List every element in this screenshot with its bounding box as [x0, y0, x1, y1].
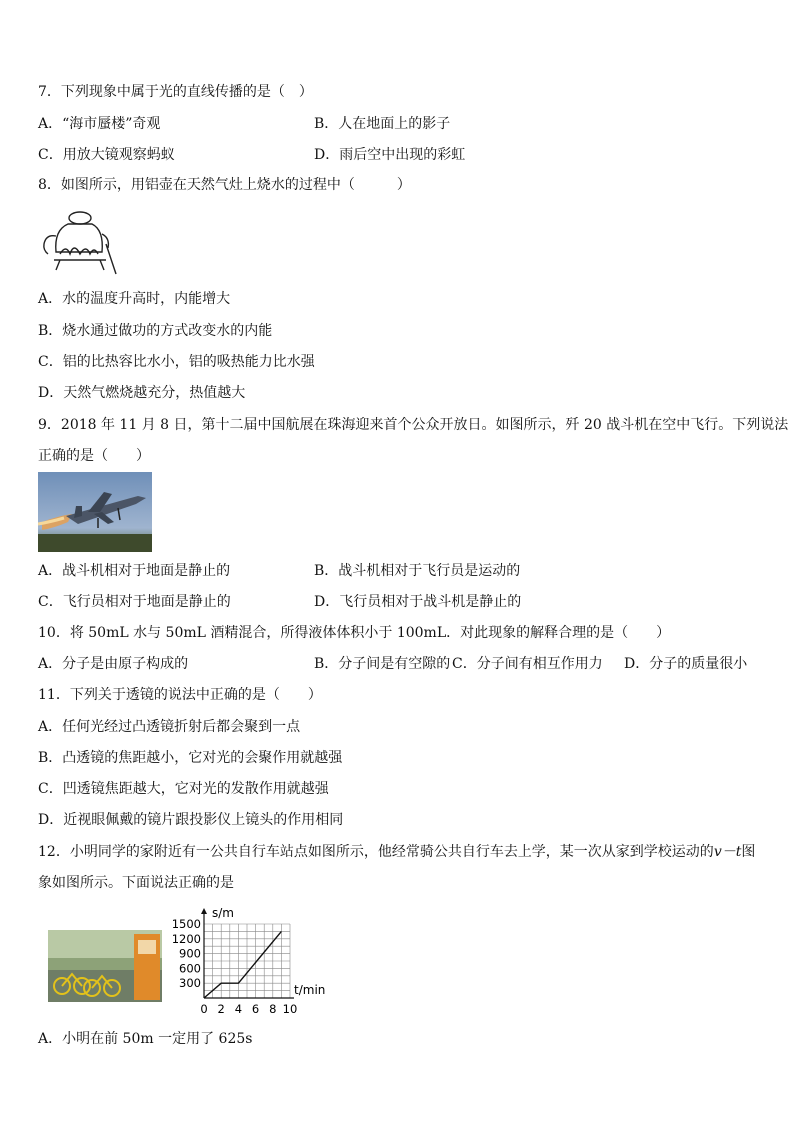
q9-option-d[interactable]: D．飞行员相对于战斗机是静止的 — [314, 594, 522, 610]
kettle-on-stove-figure — [40, 208, 120, 278]
x-tick-label: 8 — [269, 1002, 277, 1016]
y-axis-arrow — [201, 908, 207, 914]
q12-stem-text: 12．小明同学的家附近有一公共自行车站点如图所示，他经常骑公共自行车去上学，某一次从家到学校运动的 — [38, 844, 714, 860]
q7-option-c[interactable]: C．用放大镜观察蚂蚁 — [38, 147, 175, 163]
chart-tick-labels — [172, 917, 298, 1016]
q10-option-d[interactable]: D．分子的质量很小 — [624, 656, 748, 672]
y-tick-label: 300 — [179, 976, 201, 991]
x-tick-label: 10 — [282, 1002, 298, 1016]
y-tick-label: 600 — [179, 961, 201, 976]
q12-stem-end: 图 — [741, 844, 756, 860]
s-t-graph — [168, 904, 340, 1020]
q8-stem: 8．如图所示，用铝壶在天然气灶上烧水的过程中（ ） — [38, 177, 411, 193]
q8-option-d[interactable]: D．天然气燃烧越充分，热值越大 — [38, 385, 246, 401]
q9-option-b[interactable]: B．战斗机相对于飞行员是运动的 — [314, 563, 521, 579]
q10-option-a[interactable]: A．分子是由原子构成的 — [38, 656, 189, 672]
x-tick-label: 0 — [200, 1002, 208, 1016]
q7-option-a[interactable]: A．“海市蜃楼”奇观 — [38, 116, 161, 132]
q11-stem: 11．下列关于透镜的说法中正确的是（ ） — [38, 687, 322, 703]
q9-stem-line2: 正确的是（ ） — [38, 448, 150, 464]
x-tick-label: 6 — [251, 1002, 260, 1016]
q9-option-a[interactable]: A．战斗机相对于地面是静止的 — [38, 563, 231, 579]
chart-ylabel: s/m — [212, 906, 234, 920]
x-tick-label: 2 — [217, 1002, 225, 1016]
q8-option-b[interactable]: B．烧水通过做功的方式改变水的内能 — [38, 323, 273, 339]
q10-stem: 10．将 50mL 水与 50mL 酒精混合，所得液体体积小于 100mL．对此现象的解释合理的是（ ） — [38, 625, 671, 641]
chart-axes — [201, 908, 294, 998]
chart-xlabel: t/min — [294, 983, 326, 997]
q8-option-c[interactable]: C．铝的比热容比水小，铝的吸热能力比水强 — [38, 354, 315, 370]
q9-stem-line1: 9．2018 年 11 月 8 日，第十二届中国航展在珠海迎来首个公众开放日。如图所示，歼 20 战斗机在空中飞行。下列说法 — [38, 417, 789, 433]
q11-option-c[interactable]: C．凹透镜焦距越大，它对光的发散作用就越强 — [38, 781, 329, 797]
fighter-jet-photo — [38, 472, 152, 552]
q12-option-a[interactable]: A．小明在前 50m 一定用了 625s — [38, 1031, 253, 1047]
q9-option-c[interactable]: C．飞行员相对于地面是静止的 — [38, 594, 231, 610]
q11-option-a[interactable]: A．任何光经过凸透镜折射后都会聚到一点 — [38, 719, 301, 735]
q10-option-c[interactable]: C．分子间有相互作用力 — [452, 656, 603, 672]
q12-stem-line1 — [38, 843, 755, 861]
x-tick-label: 4 — [234, 1002, 243, 1016]
q7-option-b[interactable]: B．人在地面上的影子 — [314, 116, 451, 132]
q8-option-a[interactable]: A．水的温度升高时，内能增大 — [38, 291, 231, 307]
q12-vt-symbol: v－t — [713, 844, 742, 860]
q11-option-d[interactable]: D．近视眼佩戴的镜片跟投影仪上镜头的作用相同 — [38, 812, 344, 828]
q12-stem-line2: 象如图所示。下面说法正确的是 — [38, 875, 234, 891]
y-tick-label: 1500 — [171, 917, 201, 931]
chart-series-line — [204, 931, 281, 998]
q7-stem: 7．下列现象中属于光的直线传播的是（ ） — [38, 84, 313, 100]
q11-option-b[interactable]: B．凸透镜的焦距越小，它对光的会聚作用就越强 — [38, 750, 343, 766]
y-tick-label: 900 — [179, 946, 201, 961]
y-tick-label: 1200 — [171, 931, 201, 946]
q7-option-d[interactable]: D．雨后空中出现的彩虹 — [314, 147, 466, 163]
q10-option-b[interactable]: B．分子间是有空隙的 — [314, 656, 451, 672]
bicycle-station-photo — [48, 930, 162, 1002]
